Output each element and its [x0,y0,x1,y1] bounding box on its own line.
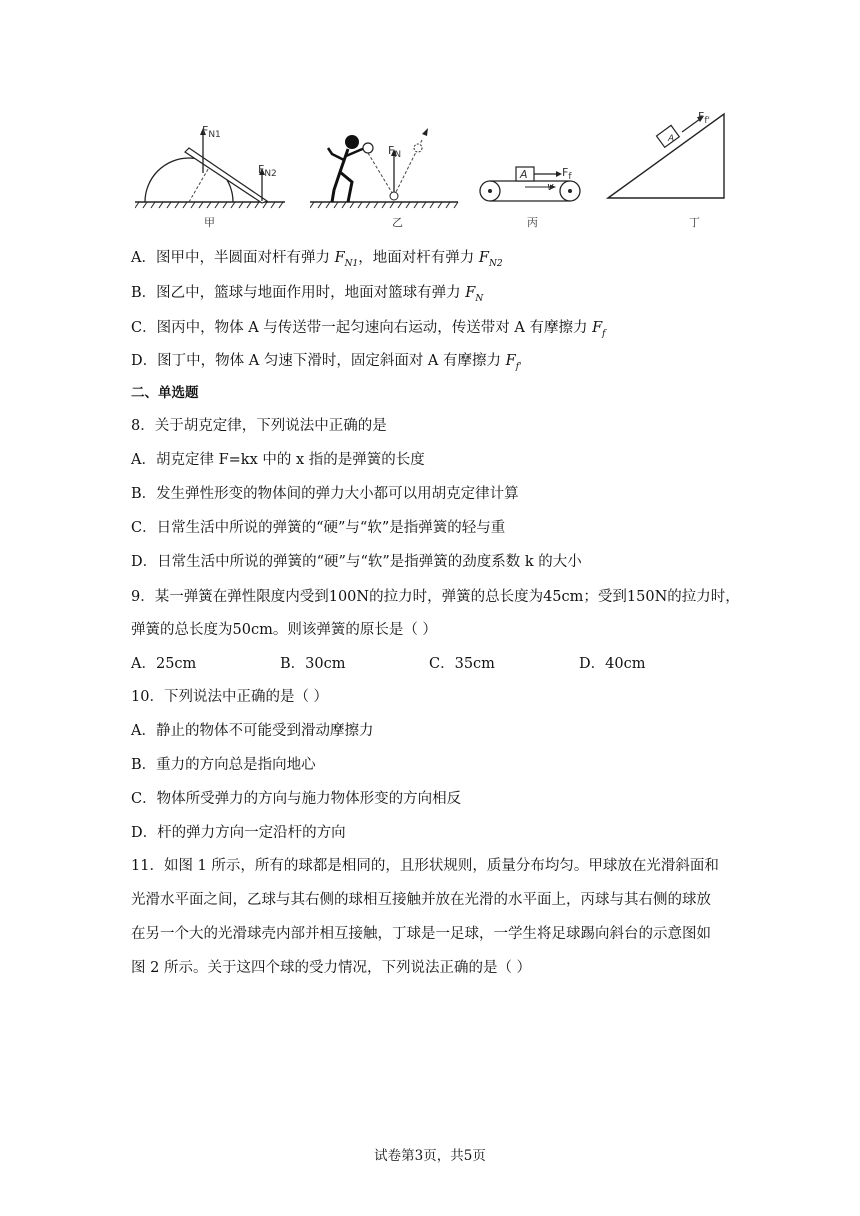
q11-line1: 11．如图 1 所示，所有的球都是相同的，且形状规则，质量分布均匀。甲球放在光滑斜面和 [131,858,719,874]
q9-option-b: B．30cm [280,656,346,672]
q7-option-d: D．图丁中，物体 A 匀速下滑时，固定斜面对 A 有摩擦力 $F_{f'}$ [131,353,522,372]
q11-line4: 图 2 所示。关于这四个球的受力情况，下列说法正确的是（ ） [131,960,532,976]
q9-line2: 弹簧的总长度为50cm。则该弹簧的原长是（ ） [131,622,437,638]
bing-v-label: v [547,180,554,193]
q9-option-d: D．40cm [579,656,646,672]
q7-option-b: B．图乙中，篮球与地面作用时，地面对篮球有弹力 $F_N$ [131,285,484,304]
figure-yi [310,120,460,215]
figure-label-jia: 甲 [204,216,215,229]
q8-option-a: A．胡克定律 F=kx 中的 x 指的是弹簧的长度 [131,452,425,468]
figure-label-bing: 丙 [527,216,538,229]
ding-ff-label: $F_{f'}$ [698,110,710,127]
figure-ding [606,108,731,203]
q10-option-c: C．物体所受弹力的方向与施力物体形变的方向相反 [131,791,462,807]
bing-ff-label: $F_f$ [562,166,572,183]
q7-option-c: C．图丙中，物体 A 与传送带一起匀速向右运动，传送带对 A 有摩擦力 $F_f$ [131,320,606,339]
jia-fn2-label: $F_{N2}$ [258,163,277,180]
q11-line3: 在另一个大的光滑球壳内部并相互接触，丁球是一足球，一学生将足球踢向斜台的示意图如 [131,926,711,942]
q9-option-c: C．35cm [429,656,495,672]
q8-option-d: D．日常生活中所说的弹簧的“硬”与“软”是指弹簧的劲度系数 k 的大小 [131,554,582,570]
figure-label-yi: 乙 [392,216,403,229]
q10-option-d: D．杆的弹力方向一定沿杆的方向 [131,825,346,841]
figure-bing [478,160,593,210]
q10-option-a: A．静止的物体不可能受到滑动摩擦力 [131,723,374,739]
q8-option-b: B．发生弹性形变的物体间的弹力大小都可以用胡克定律计算 [131,486,519,502]
page-footer: 试卷第3页，共5页 [374,1148,486,1164]
ding-block-label: A [668,134,675,144]
q8-stem: 8．关于胡克定律，下列说法中正确的是 [131,418,387,434]
q8-option-c: C．日常生活中所说的弹簧的“硬”与“软”是指弹簧的轻与重 [131,520,506,536]
section-heading: 二、单选题 [131,385,199,401]
figure-label-ding: 丁 [689,216,700,229]
q10-option-b: B．重力的方向总是指向地心 [131,757,316,773]
q7-option-a: A．图甲中，半圆面对杆有弹力 $F_{N1}$，地面对杆有弹力 $F_{N2}$ [131,250,503,269]
q9-line1: 9．某一弹簧在弹性限度内受到100N的拉力时，弹簧的总长度为45cm；受到150N的拉力时， [131,589,740,605]
q10-stem: 10．下列说法中正确的是（ ） [131,689,329,705]
jia-fn1-label: $F_{N1}$ [202,124,221,141]
q9-option-a: A．25cm [131,656,197,672]
yi-fn-label: $F_N$ [388,144,402,161]
bing-block-label: A [520,168,528,181]
q11-line2: 光滑水平面之间，乙球与其右侧的球相互接触并放在光滑的水平面上，丙球与其右侧的球放 [131,892,711,908]
